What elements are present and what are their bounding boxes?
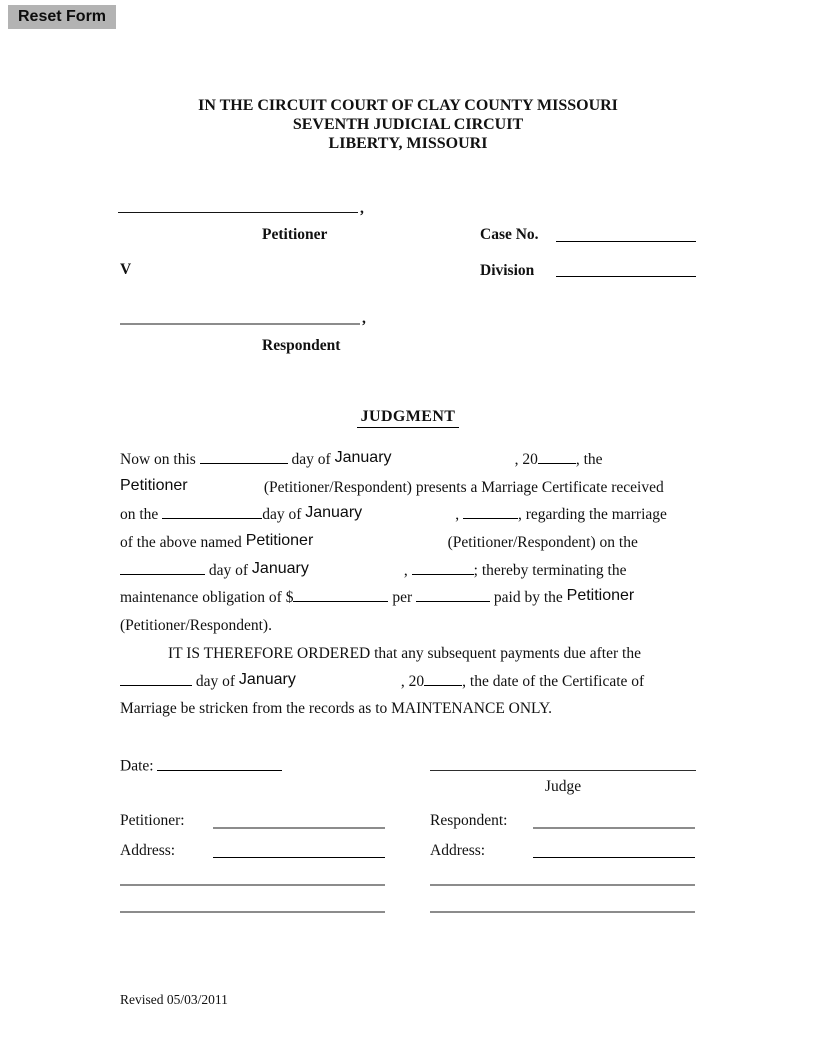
- body-line-4: [120, 529, 710, 557]
- revision-note: Revised 05/03/2011: [120, 992, 228, 1007]
- respondent-signature-label: Respondent:: [430, 812, 508, 829]
- day-blank-3: [120, 559, 205, 575]
- body-line-5: [120, 557, 710, 585]
- body-text: day of: [208, 561, 249, 579]
- date-blank: [157, 755, 282, 771]
- petitioner-address-field-2[interactable]: [120, 884, 385, 886]
- court-header-line1: IN THE CIRCUIT COURT OF CLAY COUNTY MISSOURI: [198, 97, 618, 114]
- body-text: (Petitioner/Respondent) on the: [447, 534, 638, 552]
- respondent-address-field-3[interactable]: [430, 911, 695, 913]
- case-no-blank-line: [556, 228, 696, 242]
- party-dropdown-2[interactable]: Petitioner: [245, 532, 314, 550]
- petitioner-caption-label: Petitioner: [262, 226, 328, 243]
- body-text: paid by the: [493, 589, 563, 607]
- body-text: Marriage be stricken from the records as to MAINTENANCE ONLY.: [120, 700, 553, 718]
- month-dropdown-4[interactable]: January: [238, 670, 296, 688]
- body-text: , 20: [514, 451, 538, 468]
- day-blank-1: [200, 449, 288, 465]
- body-line-1: [120, 446, 710, 474]
- month-dropdown-2[interactable]: January: [305, 504, 363, 522]
- body-text: day of: [291, 451, 331, 468]
- petitioner-address-field-3[interactable]: [120, 911, 385, 913]
- judgment-title: JUDGMENT: [357, 408, 460, 428]
- body-text: , the date of the Certificate of: [462, 672, 645, 690]
- petitioner-comma: ,: [360, 200, 364, 217]
- versus-label: V: [120, 261, 132, 278]
- month-dropdown-3[interactable]: January: [251, 559, 309, 577]
- respondent-name-field[interactable]: [120, 311, 360, 325]
- body-text: (Petitioner/Respondent) presents a Marriage Certificate received: [263, 478, 664, 496]
- body-text: of the above named: [120, 534, 242, 552]
- day-blank-4: [120, 670, 192, 686]
- period-blank: [416, 587, 490, 603]
- body-text: IT IS THEREFORE ORDERED that any subsequent payments due after the: [168, 644, 641, 662]
- respondent-address-line: [533, 857, 695, 858]
- court-header-line3: LIBERTY, MISSOURI: [328, 135, 488, 152]
- judge-label: Judge: [544, 778, 582, 795]
- date-label: Date:: [120, 757, 154, 775]
- year-blank-2: [463, 504, 518, 520]
- petitioner-signature-label: Petitioner:: [120, 812, 185, 829]
- body-text: ,: [403, 561, 408, 579]
- petitioner-name-line: [118, 199, 358, 213]
- party-dropdown-3[interactable]: Petitioner: [566, 587, 635, 605]
- court-header: [0, 96, 816, 153]
- year-blank-1: [538, 449, 576, 465]
- party-dropdown-1[interactable]: Petitioner: [120, 476, 188, 494]
- petitioner-signature-field[interactable]: [213, 827, 385, 829]
- body-text: , 20: [400, 672, 425, 690]
- respondent-signature-field[interactable]: [533, 827, 695, 829]
- body-text: maintenance obligation of $: [120, 589, 294, 607]
- body-line-2: [120, 474, 710, 502]
- year-blank-3: [412, 559, 474, 575]
- judge-signature-line: [430, 758, 696, 771]
- petitioner-address-label: Address:: [120, 842, 176, 859]
- day-blank-2: [162, 504, 262, 520]
- body-line-7: [120, 612, 710, 640]
- amount-blank: [293, 587, 388, 603]
- judgment-title-wrap: [0, 408, 816, 428]
- petitioner-address-line: [213, 857, 385, 858]
- body-text: per: [392, 589, 413, 607]
- body-line-6: [120, 584, 710, 612]
- respondent-caption-label: Respondent: [262, 337, 341, 354]
- judgment-body: [120, 446, 710, 723]
- body-text: ,: [455, 506, 460, 524]
- respondent-comma: ,: [362, 310, 366, 327]
- division-label: Division: [480, 262, 535, 279]
- body-line-10: [120, 695, 710, 723]
- body-text: ; thereby terminating the: [473, 561, 627, 579]
- body-text: on the: [120, 506, 159, 524]
- respondent-address-label: Address:: [430, 842, 486, 859]
- respondent-address-field-2[interactable]: [430, 884, 695, 886]
- division-blank-line: [556, 263, 696, 277]
- body-line-8: [120, 640, 710, 668]
- body-line-9: [120, 668, 710, 696]
- year-blank-4: [424, 670, 462, 686]
- body-text: day of: [195, 672, 236, 690]
- body-text: , the: [575, 451, 603, 468]
- court-header-line2: SEVENTH JUDICIAL CIRCUIT: [292, 116, 524, 133]
- body-text: day of: [262, 506, 302, 524]
- reset-form-button[interactable]: Reset Form: [8, 5, 116, 29]
- date-row: [120, 755, 282, 776]
- month-dropdown-1[interactable]: January: [334, 449, 392, 466]
- body-text: , regarding the marriage: [517, 506, 667, 524]
- case-no-label: Case No.: [480, 226, 539, 243]
- body-text: (Petitioner/Respondent).: [120, 617, 272, 635]
- body-text: Now on this: [120, 451, 196, 468]
- body-line-3: [120, 501, 710, 529]
